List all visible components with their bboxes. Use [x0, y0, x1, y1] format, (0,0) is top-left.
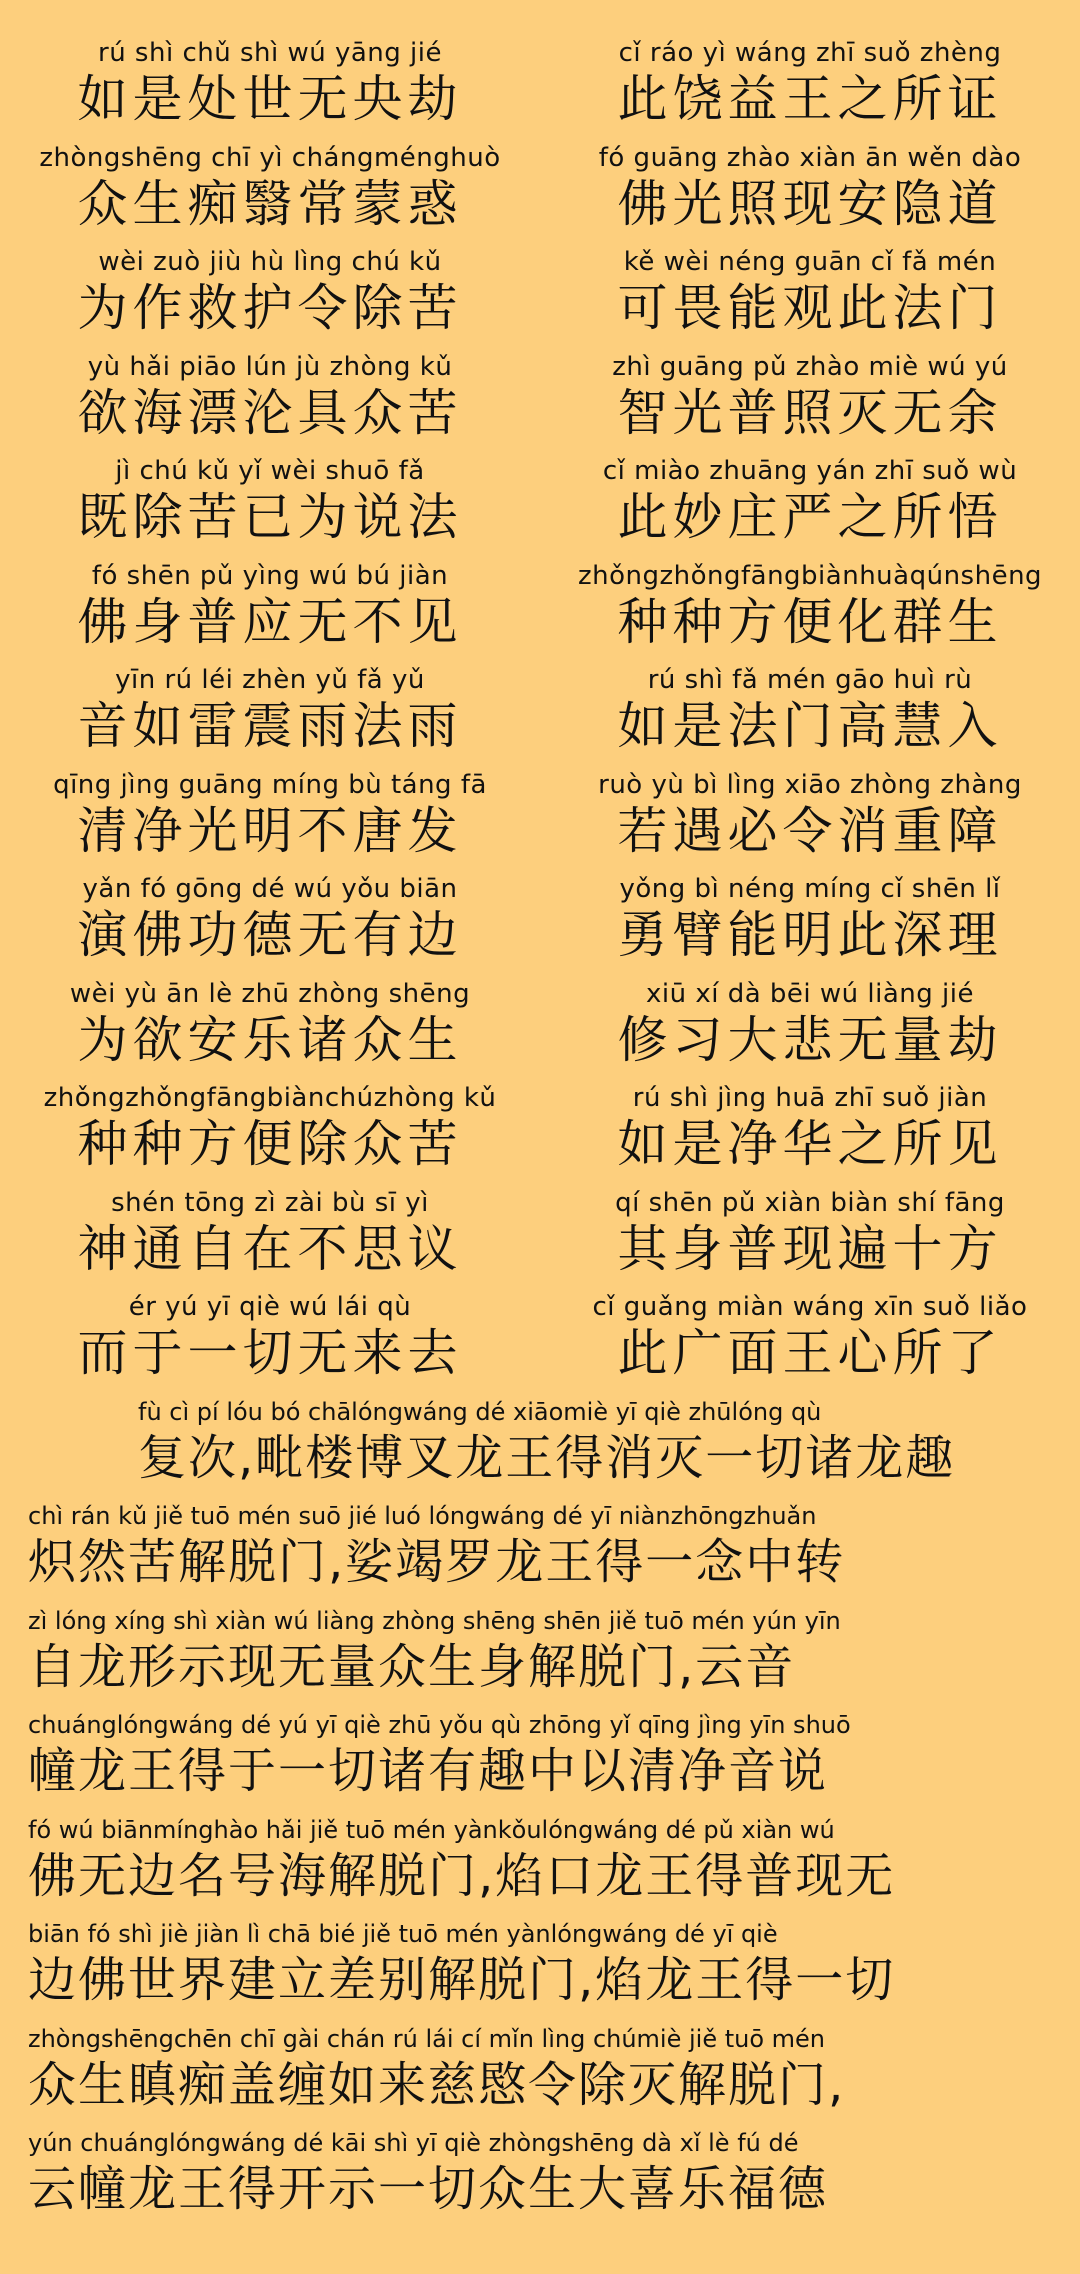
prose-line	[28, 1815, 1060, 1920]
pinyin-line: shén tōng zì zài bù sī yì	[111, 1187, 429, 1218]
pinyin-line: ruò yù bì lìng xiāo zhòng zhàng	[598, 769, 1022, 800]
hanzi-line: 边佛世界建立差别解脱门,焰龙王得一切	[28, 1952, 896, 2008]
pinyin-line: xiū xí dà bēi wú liàng jié	[646, 978, 974, 1009]
hanzi-line: 修习大悲无量劫	[617, 1010, 1003, 1069]
verse-right	[550, 979, 1070, 1084]
verse-left	[10, 1188, 530, 1293]
pinyin-line: fó shēn pǔ yìng wú bú jiàn	[91, 560, 449, 591]
hanzi-line: 其身普现遍十方	[617, 1219, 1003, 1278]
prose-line	[28, 1710, 1060, 1815]
pinyin-line: yǒng bì néng míng cǐ shēn lǐ	[619, 874, 1001, 904]
prose-line	[28, 2128, 1060, 2233]
verse-left	[10, 456, 530, 561]
prose-line	[28, 1397, 1060, 1502]
pinyin-line: kě wèi néng guān cǐ fǎ mén	[623, 247, 997, 277]
hanzi-line: 复次,毗楼博叉龙王得消灭一切诸龙趣	[138, 1429, 956, 1486]
hanzi-line: 佛无边名号海解脱门,焰口龙王得普现无	[28, 1847, 896, 1904]
pinyin-line: zhì guāng pǔ zhào miè wú yú	[612, 351, 1008, 382]
hanzi-line: 众生瞋痴盖缠如来慈愍令除灭解脱门,	[28, 2056, 846, 2113]
hanzi-line: 自龙形示现无量众生身解脱门,云音	[28, 1638, 796, 1695]
verse-right	[550, 247, 1070, 352]
pinyin-line: wèi yù ān lè zhū zhòng shēng	[69, 978, 471, 1009]
prose-section	[0, 1397, 1080, 2233]
verse-grid	[0, 38, 1080, 1397]
pinyin-line: yīn rú léi zhèn yǔ fǎ yǔ	[115, 665, 425, 695]
verse-left	[10, 143, 530, 248]
hanzi-line: 此妙庄严之所悟	[617, 488, 1003, 546]
verse-left	[10, 665, 530, 770]
verse-left	[10, 770, 530, 875]
verse-right	[550, 1083, 1070, 1188]
hanzi-line: 如是净华之所见	[617, 1115, 1003, 1173]
pinyin-line: chuánglóngwáng dé yú yī qiè zhū yǒu qù zhōng yǐ qīng jìng yīn shuō	[28, 1711, 851, 1739]
pinyin-line: fó wú biānmínghào hǎi jiě tuō mén yànkǒulóngwáng dé pǔ xiàn wú	[28, 1815, 835, 1844]
hanzi-line: 云幢龙王得开示一切众生大喜乐福德	[28, 2161, 829, 2217]
pinyin-line: ér yú yī qiè wú lái qù	[128, 1292, 412, 1322]
hanzi-line: 若遇必令消重障	[617, 801, 1003, 860]
hanzi-line: 如是法门高慧入	[617, 697, 1003, 755]
hanzi-line: 种种方便除众苦	[77, 1115, 463, 1173]
prose-line	[28, 1501, 1060, 1606]
pinyin-line: fó guāng zhào xiàn ān wěn dào	[598, 142, 1022, 173]
verse-left	[10, 874, 530, 979]
pinyin-line: zhòngshēng chī yì chángménghuò	[39, 142, 501, 173]
pinyin-line: zhǒngzhǒngfāngbiànchúzhòng kǔ	[43, 1083, 497, 1113]
pinyin-line: zì lóng xíng shì xiàn wú liàng zhòng shēng shēn jiě tuō mén yún yīn	[28, 1606, 841, 1635]
verse-right	[550, 456, 1070, 561]
hanzi-line: 众生痴翳常蒙惑	[77, 174, 463, 233]
verse-right	[550, 352, 1070, 457]
hanzi-line: 种种方便化群生	[617, 592, 1003, 651]
verse-left	[10, 1083, 530, 1188]
pinyin-line: wèi zuò jiù hù lìng chú kǔ	[98, 247, 442, 277]
pinyin-line: zhòngshēngchēn chī gài chán rú lái cí mǐn lìng chúmiè jiě tuō mén	[28, 2024, 826, 2053]
verse-left	[10, 1292, 530, 1397]
pinyin-line: yù hǎi piāo lún jù zhòng kǔ	[87, 351, 453, 382]
hanzi-line: 智光普照灭无余	[617, 383, 1003, 442]
verse-right	[550, 38, 1070, 143]
pinyin-line: qīng jìng guāng míng bù táng fā	[53, 769, 487, 800]
pinyin-line: rú shì fǎ mén gāo huì rù	[647, 665, 973, 695]
verse-right	[550, 770, 1070, 875]
verse-right	[550, 561, 1070, 666]
hanzi-line: 神通自在不思议	[77, 1219, 463, 1278]
hanzi-line: 而于一切无来去	[77, 1324, 463, 1382]
verse-left	[10, 979, 530, 1084]
pinyin-line: cǐ miào zhuāng yán zhī suǒ wù	[602, 456, 1018, 486]
hanzi-line: 为作救护令除苦	[77, 279, 463, 337]
prose-line	[28, 1919, 1060, 2024]
hanzi-line: 此饶益王之所证	[617, 70, 1003, 128]
prose-line	[28, 1606, 1060, 1711]
pinyin-line: rú shì chǔ shì wú yāng jié	[98, 38, 442, 68]
hanzi-line: 炽然苦解脱门,娑竭罗龙王得一念中转	[28, 1534, 846, 1590]
pinyin-line: qí shēn pǔ xiàn biàn shí fāng	[615, 1187, 1005, 1218]
verse-left	[10, 38, 530, 143]
pinyin-line: zhǒngzhǒngfāngbiànhuàqúnshēng	[577, 560, 1043, 591]
hanzi-line: 演佛功德无有边	[77, 906, 463, 964]
hanzi-line: 勇臂能明此深理	[617, 906, 1003, 964]
pinyin-line: rú shì jìng huā zhī suǒ jiàn	[632, 1083, 988, 1113]
hanzi-line: 如是处世无央劫	[77, 70, 463, 128]
hanzi-line: 此广面王心所了	[617, 1324, 1003, 1382]
prose-line	[28, 2024, 1060, 2129]
pinyin-line: cǐ guǎng miàn wáng xīn suǒ liǎo	[592, 1292, 1028, 1322]
pinyin-line: chì rán kǔ jiě tuō mén suō jié luó lóngwáng dé yī niànzhōngzhuǎn	[28, 1502, 817, 1530]
hanzi-line: 为欲安乐诸众生	[77, 1010, 463, 1069]
hanzi-line: 音如雷震雨法雨	[77, 697, 463, 755]
verse-right	[550, 1292, 1070, 1397]
hanzi-line: 幢龙王得于一切诸有趣中以清净音说	[28, 1743, 829, 1799]
verse-left	[10, 352, 530, 457]
hanzi-line: 清净光明不唐发	[77, 801, 463, 860]
hanzi-line: 欲海漂沦具众苦	[77, 383, 463, 442]
pinyin-line: biān fó shì jiè jiàn lì chā bié jiě tuō mén yànlóngwáng dé yī qiè	[28, 1920, 778, 1948]
verse-left	[10, 561, 530, 666]
verse-right	[550, 1188, 1070, 1293]
verse-left	[10, 247, 530, 352]
hanzi-line: 佛身普应无不见	[77, 592, 463, 651]
hanzi-line: 既除苦已为说法	[77, 488, 463, 546]
pinyin-line: jì chú kǔ yǐ wèi shuō fǎ	[115, 456, 425, 486]
verse-right	[550, 665, 1070, 770]
verse-right	[550, 874, 1070, 979]
pinyin-line: fù cì pí lóu bó chālóngwáng dé xiāomiè yī qiè zhūlóng qù	[138, 1397, 822, 1426]
pinyin-line: cǐ ráo yì wáng zhī suǒ zhèng	[618, 38, 1002, 68]
hanzi-line: 佛光照现安隐道	[617, 174, 1003, 233]
pinyin-line: yǎn fó gōng dé wú yǒu biān	[82, 874, 458, 904]
pinyin-line: yún chuánglóngwáng dé kāi shì yī qiè zhòngshēng dà xǐ lè fú dé	[28, 2129, 799, 2157]
verse-right	[550, 143, 1070, 248]
hanzi-line: 可畏能观此法门	[617, 279, 1003, 337]
